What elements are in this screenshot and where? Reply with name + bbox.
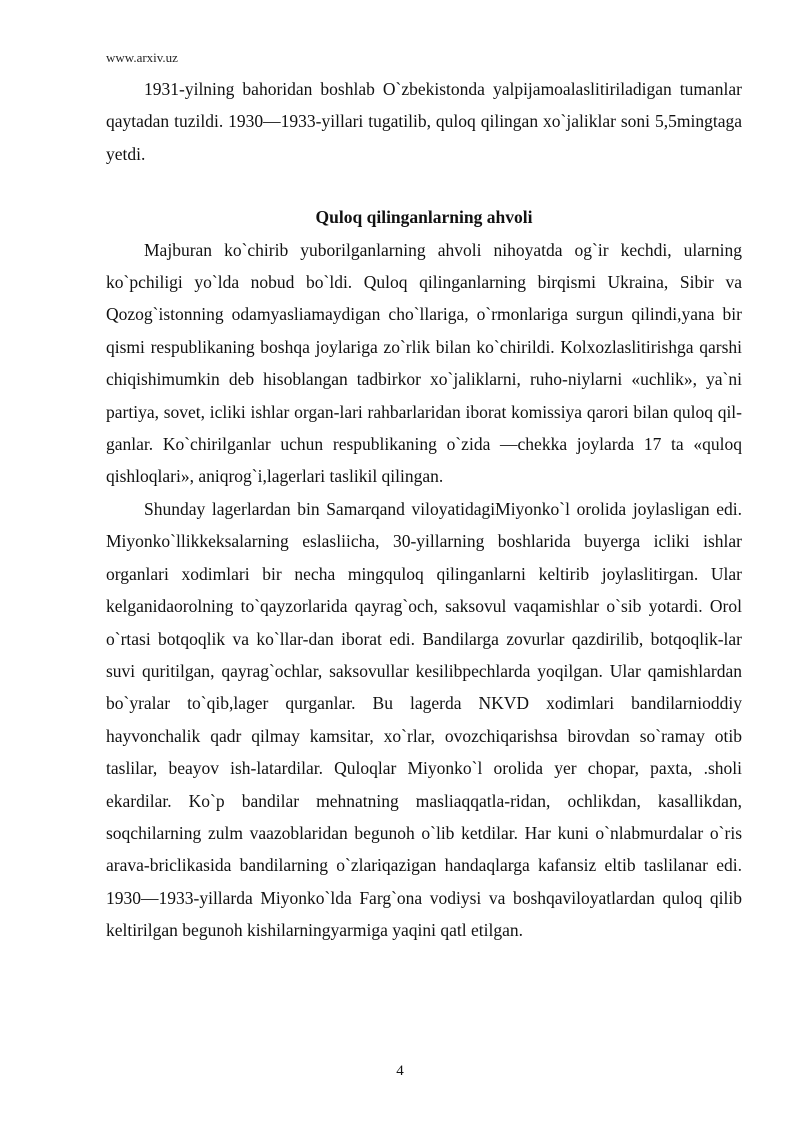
paragraph-gap xyxy=(106,170,742,201)
page-number: 4 xyxy=(396,1063,404,1079)
paragraph: Majburan ko`chirib yuborilganlarning ahvoli nihoyatda og`ir kechdi, ularning ko`pchiligi yo`lda nobud bo`ldi. Quloq qilinganlarning birqismi Ukraina, Sibir va Qozog`istonning odamyasliamaydigan cho`llariga, o`rmonlariga surgun qilindi,yana bir qismi respublikaning boshqa joylariga zo`rlik bilan ko`chirildi. Kolxozlaslitirishga qarshi chiqishimumkin deb hisoblangan tadbirkor xo`jaliklarni, ruho-niylarni «uchlik», ya`ni partiya, sovet, icliki ishlar organ-lari rahbarlaridan iborat komissiya qarori bilan quloq qil-ganlar. Ko`chirilganlar uchun respublikaning o`zida —chekka joylarda 17 ta «quloq qishloqlari», aniqrog`i,lagerlari taslikil qilingan. xyxy=(106,239,742,487)
paragraph: 1931-yilning bahoridan boshlab O`zbekistonda yalpijamoalaslitiriladigan tumanlar qaytadan tuzildi. 1930—1933-yillari tugatilib, quloq qilingan xo`jaliklar soni 5,5mingtaga yetdi. xyxy=(106,79,742,164)
section-title: Quloq qilinganlarning ahvoli xyxy=(315,207,533,228)
document-body xyxy=(106,73,742,947)
paragraph: Shunday lagerlardan bin Samarqand viloyatidagiMiyonko`l orolida joylasligan edi. Miyonko`llikkeksalarning eslasliicha, 30-yillarning boshlarida buyerga icliki ishlar organlari xodimlari bir necha mingquloq qilinganlarni keltirib joylaslitirgan. Ular kelganidaorolning to`qayzorlarida qayrag`och, saksovul vaqamishlar o`sib yotardi. Orol o`rtasi botqoqlik va ko`llar-dan iborat edi. Bandilarga zovurlar qazdirilib, botqoqlik-lar suvi quritilgan, qayrag`ochlar, saksovullar kesilibpechlarda yoqilgan. Ular qamishlardan bo`yralar to`qib,lager qurganlar. Bu lagerda NKVD xodimlari bandilarnioddiy hayvonchalik qadr qilmay kamsitar, xo`rlar, ovozchiqarishsa birovdan so`ramay otib taslilar, beayov ish-latardilar. Quloqlar Miyonko`l orolida yer chopar, paxta, .sholi ekardilar. Ko`p bandilar mehnatning masliaqqatla-ridan, ochlikdan, kasallikdan, soqchilarning zulm vaazoblaridan begunoh o`lib ketdilar. Har kuni o`nlabmurdalar o`ris arava-briclikasida bandilarning o`zlariqazigan handaqlarga kafansiz eltib taslilanar edi. 1930—1933-yillarda Miyonko`lda Farg`ona vodiysi va boshqaviloyatlardan quloq qilib keltirilgan begunoh kishilarningyarmiga yaqini qatl etilgan. xyxy=(106,498,742,941)
site-url[interactable]: www.arxiv.uz xyxy=(106,50,178,65)
